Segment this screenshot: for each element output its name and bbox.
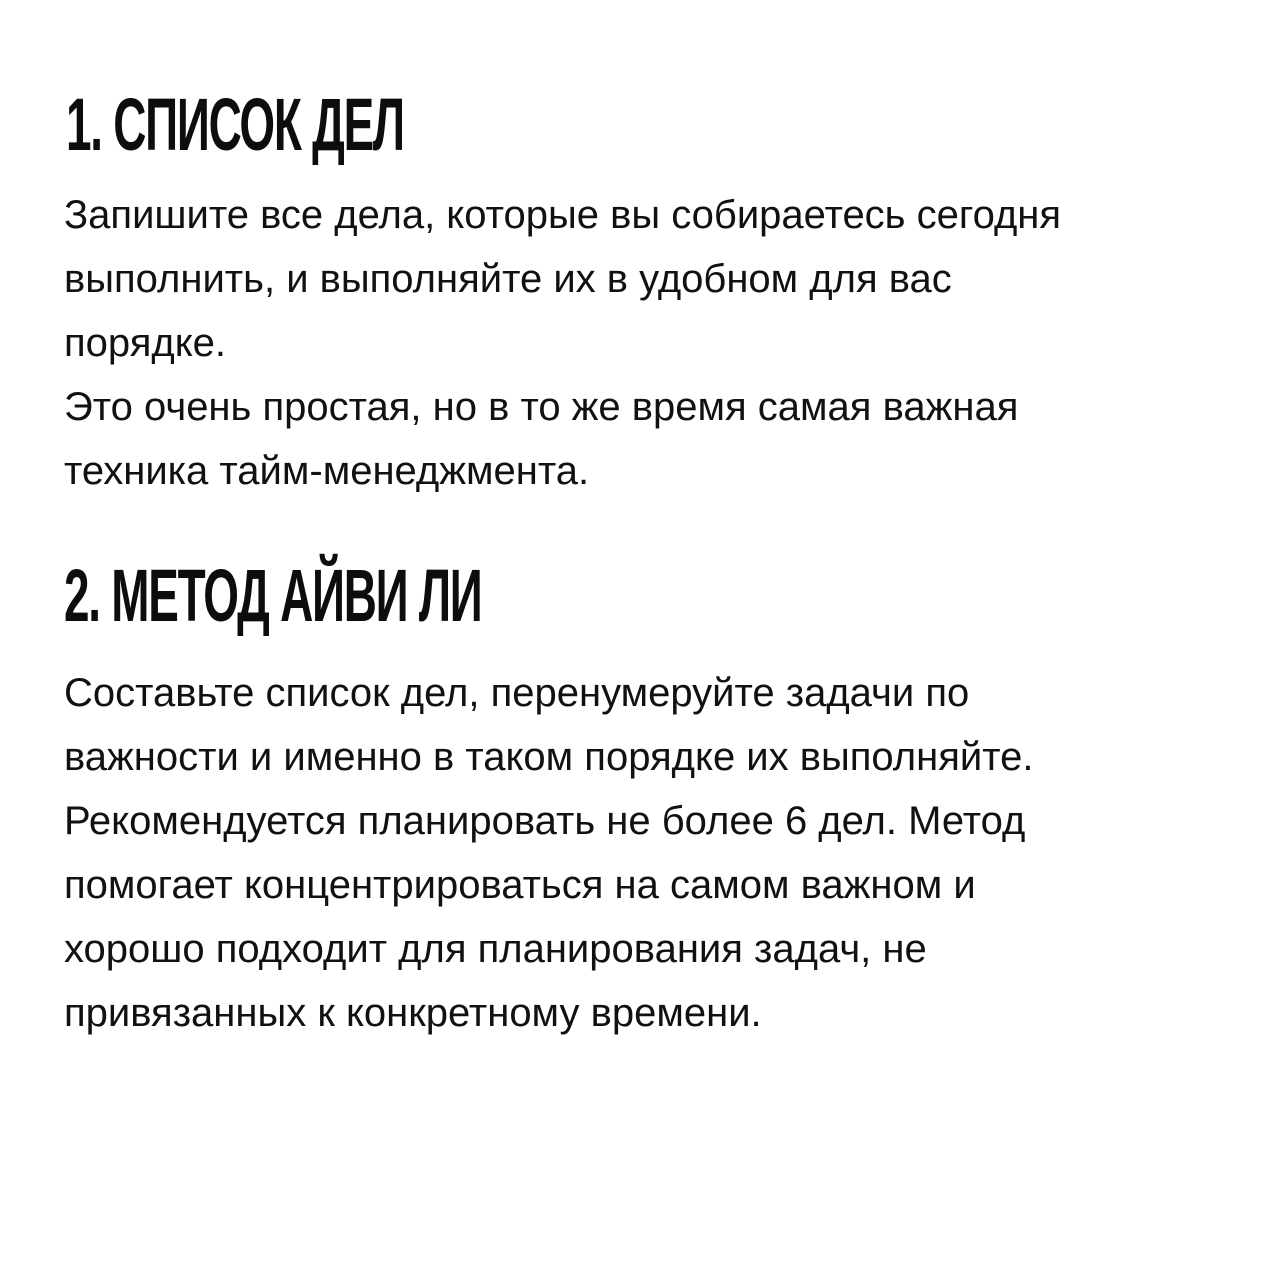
section-2-line: хорошо подходит для планирования задач, не [64, 927, 927, 971]
section-1-line: порядке. [64, 321, 227, 365]
section-2-heading: 2. МЕТОД АЙВИ ЛИ [64, 554, 482, 637]
section-2-line: помогает концентрироваться на самом важном и [64, 863, 976, 907]
section-2-line: важности и именно в таком порядке их выполняйте. [64, 735, 1034, 779]
section-2-body [64, 661, 1033, 1045]
section-1-line: выполнить, и выполняйте их в удобном для вас [64, 257, 952, 301]
section-2-line: Рекомендуется планировать не более 6 дел. Метод [64, 799, 1026, 843]
section-2-line: привязанных к конкретному времени. [64, 991, 762, 1035]
section-1-heading: 1. СПИСОК ДЕЛ [66, 83, 404, 166]
section-1-body [64, 183, 1061, 503]
section-2-line: Составьте список дел, перенумеруйте задачи по [64, 671, 970, 715]
section-1-line: Запишите все дела, которые вы собираетесь сегодня [64, 193, 1062, 237]
section-1-line: техника тайм-менеджмента. [64, 449, 590, 493]
section-1-line: Это очень простая, но в то же время самая важная [64, 385, 1019, 429]
